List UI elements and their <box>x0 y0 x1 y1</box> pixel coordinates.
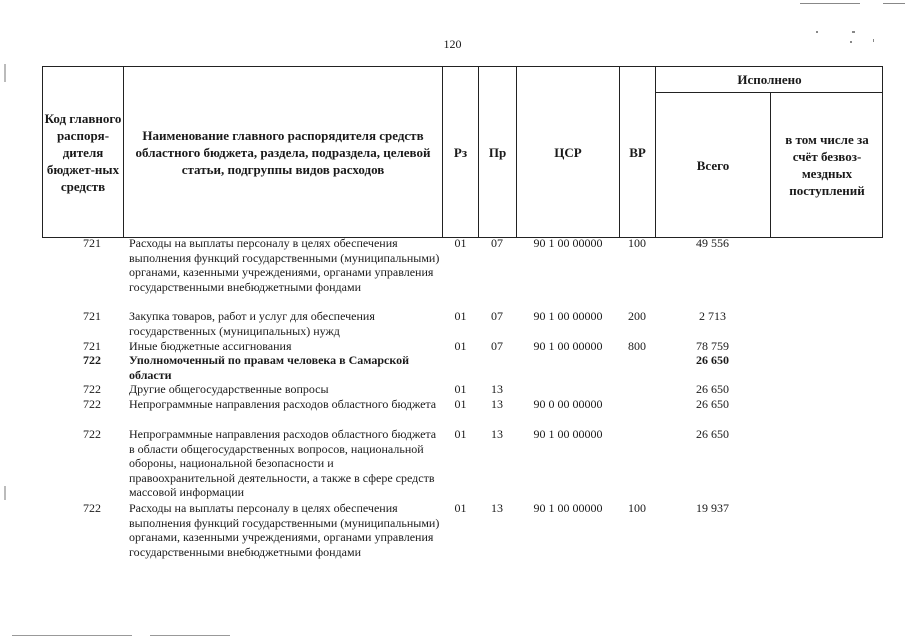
cell-pr: 13 <box>491 397 503 411</box>
header-total: Всего <box>696 157 730 173</box>
cell-rz: 01 <box>454 382 467 396</box>
header-csr: ЦСР <box>554 144 582 160</box>
cell-csr: 90 1 00 00000 <box>533 427 603 441</box>
header-divider <box>123 66 124 238</box>
cell-vr: 800 <box>628 339 646 353</box>
cell-vr: 100 <box>628 236 646 250</box>
cell-total: 26 650 <box>696 353 729 367</box>
cell-pr: 13 <box>491 501 503 515</box>
cell-vr: 200 <box>628 309 646 323</box>
cell-pr: 13 <box>491 382 503 396</box>
cell-name: Непрограммные направления расходов областного бюджета <box>129 397 437 411</box>
cell-total: 49 556 <box>696 236 729 250</box>
header-divider <box>770 92 771 238</box>
cell-name: Непрограммные направления расходов областного бюджета в области общегосударственных вопросов, национальной обороны, национальной безопасности и правоохранительной деятельности, а также в сфере средств массовой информации <box>129 427 437 499</box>
scan-artifact <box>883 3 905 4</box>
cell-csr: 90 0 00 00000 <box>533 397 603 411</box>
cell-pr: 07 <box>491 309 503 323</box>
header-vr: ВР <box>629 144 646 160</box>
cell-name: Расходы на выплаты персоналу в целях обеспечения выполнения функций государственными (муниципальными) органами, казенными учреждениями, органами управления государственными внебюджетными фондами <box>129 501 440 559</box>
scan-artifact <box>800 3 860 4</box>
cell-rz: 01 <box>454 427 467 441</box>
scan-artifact <box>4 486 6 500</box>
cell-total: 26 650 <box>696 397 729 411</box>
scan-artifact <box>850 41 852 43</box>
cell-csr: 90 1 00 00000 <box>533 236 603 250</box>
cell-vr: 100 <box>628 501 646 515</box>
header-name: Наименование главного распорядителя средств областного бюджета, раздела, подраздела, целевой статьи, подгруппы видов расходов <box>135 127 431 177</box>
scan-artifact <box>873 39 874 42</box>
cell-code: 721 <box>83 236 101 250</box>
header-pr: Пр <box>488 144 507 160</box>
cell-pr: 13 <box>491 427 503 441</box>
scan-artifact <box>852 31 855 33</box>
cell-code: 722 <box>83 427 101 441</box>
scan-artifact <box>150 635 230 636</box>
cell-total: 26 650 <box>696 382 729 396</box>
cell-code: 721 <box>83 309 101 323</box>
cell-rz: 01 <box>454 501 467 515</box>
cell-total: 78 759 <box>696 339 729 353</box>
cell-code: 722 <box>83 397 101 411</box>
cell-total: 2 713 <box>699 309 726 323</box>
header-code: Код главного распоря-дителя бюджет-ных средств <box>44 110 122 194</box>
header-rz: Рз <box>453 144 468 160</box>
cell-name: Иные бюджетные ассигнования <box>129 339 292 353</box>
cell-name: Расходы на выплаты персоналу в целях обеспечения выполнения функций государственными (муниципальными) органами, казенными учреждениями, органами управления государственными внебюджетными фондами <box>129 236 440 294</box>
cell-code: 722 <box>83 353 101 367</box>
cell-name: Уполномоченный по правам человека в Самарской области <box>129 353 410 382</box>
header-executed: Исполнено <box>737 72 802 87</box>
cell-pr: 07 <box>491 236 503 250</box>
cell-name: Закупка товаров, работ и услуг для обеспечения государственных (муниципальных) нужд <box>129 309 375 338</box>
scan-artifact <box>816 31 818 33</box>
page-number: 120 <box>443 37 462 51</box>
cell-total: 19 937 <box>696 501 729 515</box>
header-gratuitous: в том числе за счёт безвоз-мездных поступлений <box>785 132 869 198</box>
cell-csr: 90 1 00 00000 <box>533 309 603 323</box>
scan-artifact <box>4 64 6 82</box>
cell-rz: 01 <box>454 339 467 353</box>
cell-rz: 01 <box>454 236 467 250</box>
cell-total: 26 650 <box>696 427 729 441</box>
cell-rz: 01 <box>454 309 467 323</box>
cell-name: Другие общегосударственные вопросы <box>129 382 329 396</box>
cell-csr: 90 1 00 00000 <box>533 339 603 353</box>
cell-code: 722 <box>83 382 101 396</box>
scan-artifact <box>12 635 132 636</box>
cell-code: 721 <box>83 339 101 353</box>
cell-rz: 01 <box>454 397 467 411</box>
cell-csr: 90 1 00 00000 <box>533 501 603 515</box>
cell-pr: 07 <box>491 339 503 353</box>
cell-code: 722 <box>83 501 101 515</box>
